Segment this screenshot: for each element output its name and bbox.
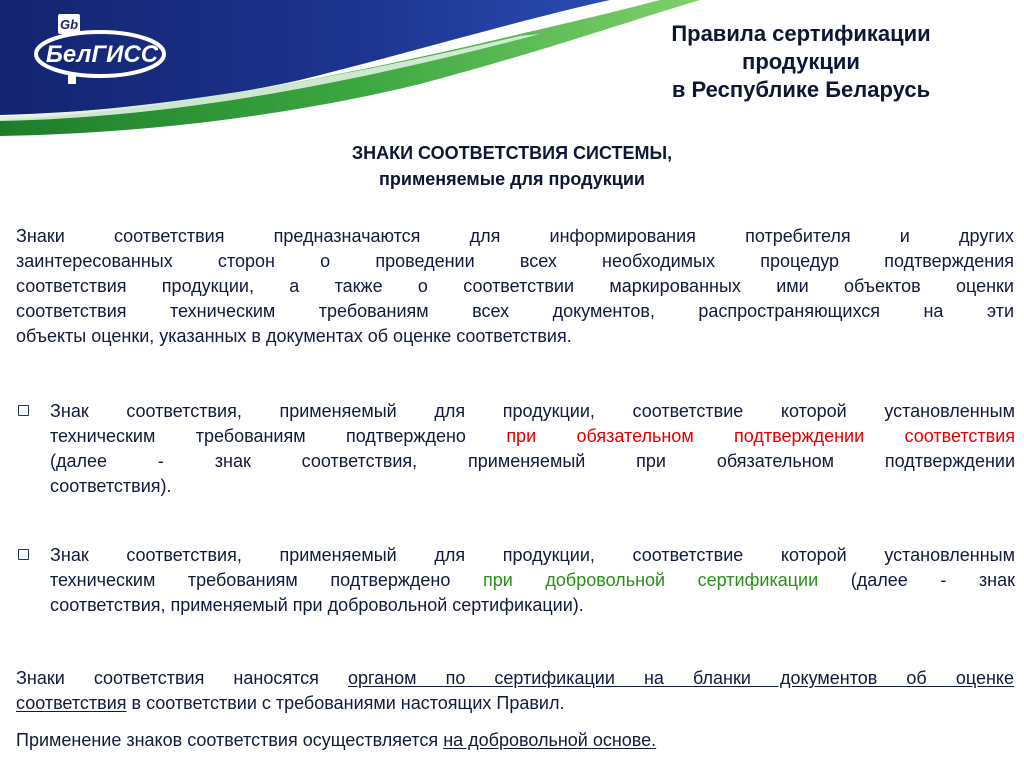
section-title-line-1: ЗНАКИ СООТВЕТСТВИЯ СИСТЕМЫ, (351, 143, 673, 163)
intro-line: соответствия техническим требованиям всех документов, распространяющихся на эти (16, 301, 1014, 321)
intro-line: соответствия продукции, а также о соответствии маркированных ими объектов оценки (16, 276, 1014, 296)
placement-paragraph (16, 666, 1014, 716)
placement-line (16, 691, 1014, 716)
section-title-line-2: применяемые для продукции (379, 169, 645, 189)
bullet-voluntary-mark (18, 543, 1015, 618)
placement-end: в соответствии с требованиями настоящих Правил. (126, 693, 565, 713)
conformity-underlined: соответствия (16, 693, 127, 713)
application-line (16, 728, 1014, 753)
bullet-line: соответствия, применяемый при добровольной сертификации). (50, 595, 584, 615)
intro-line: Знаки соответствия предназначаются для информирования потребителя и других (16, 226, 1014, 246)
intro-paragraph (16, 224, 1014, 349)
bullet-line (50, 424, 1015, 449)
bullet-line-tail: (далее - знак (818, 570, 1016, 590)
intro-line: объекты оценки, указанных в документах об оценке соответствия. (16, 326, 572, 346)
bullet-line: соответствия). (50, 476, 172, 496)
bullet-text (50, 543, 1015, 618)
application-start: Применение знаков соответствия осуществляется (16, 730, 444, 750)
belgiss-logo (24, 12, 174, 84)
intro-line: заинтересованных сторон о проведении всех необходимых процедур подтверждения (16, 251, 1014, 271)
logo-text: БелГИСС (45, 41, 159, 68)
bullet-line-plain: техническим требованиям подтверждено (50, 426, 507, 446)
application-paragraph (16, 728, 1014, 753)
bullet-mandatory-mark (18, 399, 1015, 499)
bullet-text (50, 399, 1015, 499)
placement-line (16, 666, 1014, 691)
title-line-2: продукции (742, 49, 860, 74)
logo-mark: Gb (59, 17, 79, 32)
title-line-1: Правила сертификации (671, 21, 931, 46)
section-title (0, 140, 1024, 192)
bullet-line (50, 568, 1015, 593)
checkbox-bullet-icon (18, 405, 29, 416)
checkbox-bullet-icon (18, 549, 29, 560)
logo-emblem (24, 12, 174, 84)
certification-body-underlined: органом по сертификации на бланки документов об оценке (347, 668, 1014, 688)
bullet-line: Знак соответствия, применяемый для продукции, соответствие которой установленным (50, 401, 1015, 421)
voluntary-certification-highlight: при добровольной сертификации (482, 570, 819, 590)
placement-start: Знаки соответствия наносятся (16, 668, 348, 688)
bullet-line: Знак соответствия, применяемый для продукции, соответствие которой установленным (50, 545, 1015, 565)
bullet-line: (далее - знак соответствия, применяемый при обязательном подтверждении (50, 451, 1015, 471)
presentation-title (596, 20, 1006, 104)
voluntary-basis-underlined: на добровольной основе. (443, 730, 657, 750)
bullet-line-plain: техническим требованиям подтверждено (50, 570, 483, 590)
mandatory-confirmation-highlight: при обязательном подтверждении соответствия (506, 426, 1016, 446)
title-line-3: в Республике Беларусь (671, 77, 931, 102)
